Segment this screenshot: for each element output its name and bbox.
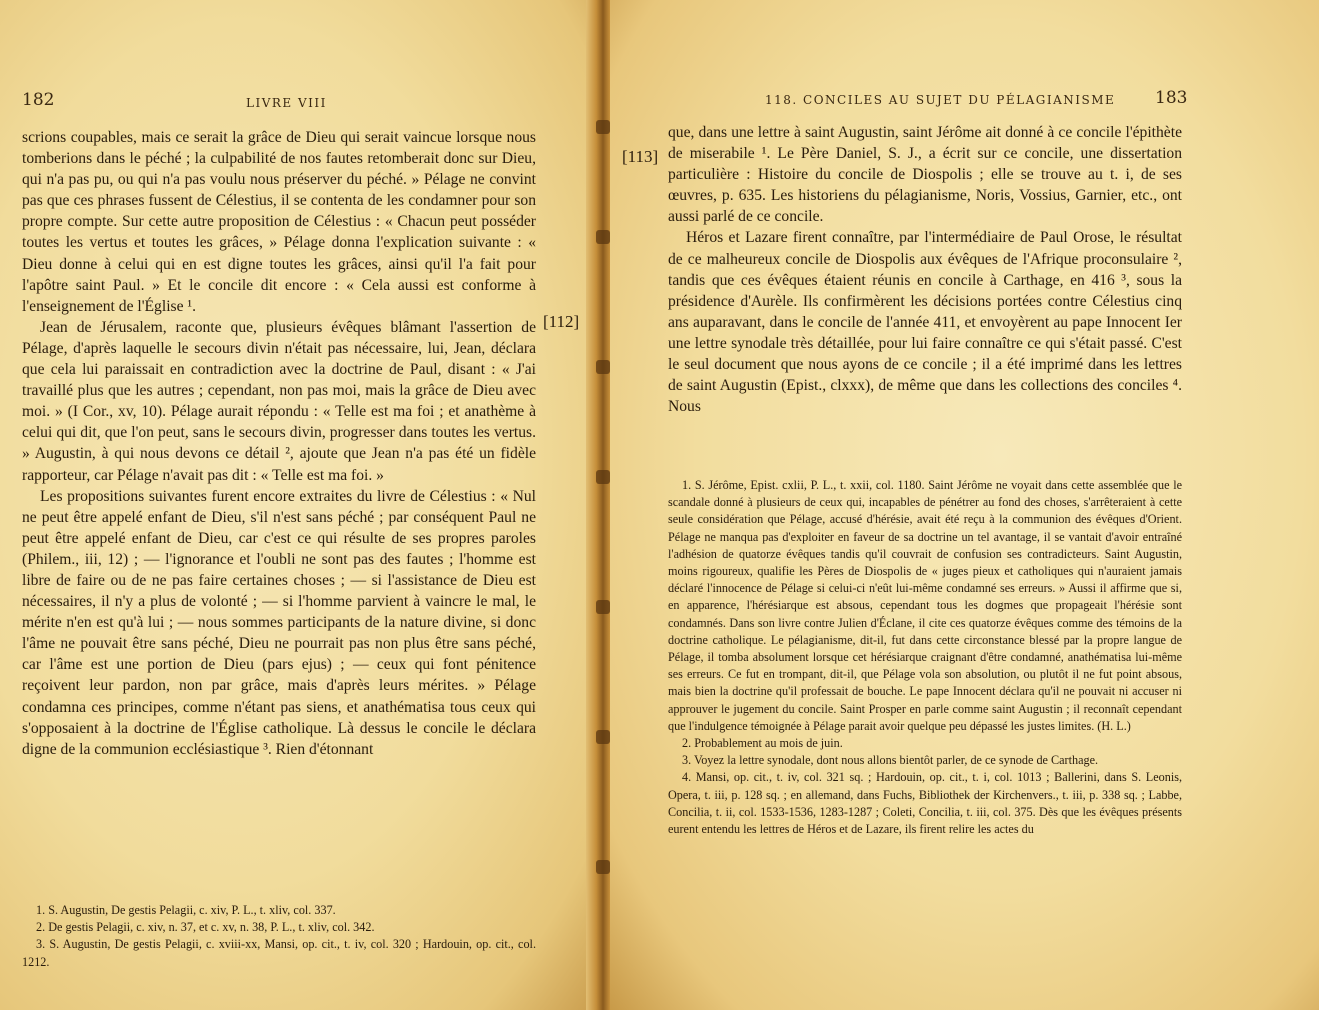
left-running-head: LIVRE VIII bbox=[246, 96, 327, 110]
left-body-text bbox=[22, 127, 536, 760]
right-page-number: 183 bbox=[1155, 88, 1188, 108]
right-footnote: 3. Voyez la lettre synodale, dont nous allons bientôt parler, de ce synode de Carthage. bbox=[682, 753, 1099, 768]
left-footnote: 3. S. Augustin, De gestis Pelagii, c. xviii-xx, Mansi, op. cit., t. iv, col. 320 ; Hardouin, op. cit., col. 1212. bbox=[22, 937, 536, 969]
right-paragraph: Héros et Lazare firent connaître, par l'intermédiaire de Paul Orose, le résultat de ce malheureux concile de Diospolis aux évêques de l'Afrique proconsulaire ², tandis que ces évêques étaient réunis en concile à Carthage, en 416 ³, sous la présidence d'Aurèle. Ils confirmèrent les décisions portées contre Célestius cinq ans auparavant, dans le concile de l'année 411, et envoyèrent au pape Innocent Ier une lettre synodale très détaillée, pour lui faire connaître ce qui s'était passé. C'est le seul document que nous ayons de ce concile ; il a été imprimé dans les lettres de saint Augustin (Epist., clxxx), de même que dans les collections des conciles ⁴. Nous bbox=[668, 229, 1182, 416]
left-footnotes bbox=[22, 902, 536, 971]
binding-stitch bbox=[596, 120, 610, 134]
right-margin-reference: [113] bbox=[622, 147, 659, 166]
left-page-number: 182 bbox=[22, 90, 55, 110]
left-paragraph: Les propositions suivantes furent encore extraites du livre de Célestius : « Nul ne peut être appelé enfant de Dieu, s'il n'est sans péché ; par conséquent Paul ne peut être appelé enfant de Dieu, car c'est ce qui résulte de ses propres paroles (Philem., iii, 12) ; — l'ignorance et l'oubli ne sont pas des fautes ; l'homme est libre de faire ou de ne pas faire certaines choses ; — si l'assistance de Dieu est nécessaires, il n'y a plus de volonté ; — si l'homme parvient à vaincre le mal, le mérite n'en est qu'à lui ; — nous sommes participants de la nature divine, si donc l'âme ne pouvait être sans péché, Dieu ne pourrait pas non plus être sans péché, car l'âme est une portion de Dieu (pars ejus) ; — ceux qui font pénitence reçoivent leur pardon, non par grâce, mais d'après leurs mérites. » Pélage condamna ces principes, comme n'étant pas siens, et anathématisa tous ceux qui s'opposaient à la doctrine de l'Église catholique. Là dessus le concile le déclara digne de la communion ecclésiastique ³. Rien d'étonnant bbox=[22, 487, 536, 758]
left-footnote: 2. De gestis Pelagii, c. xiv, n. 37, et c. xv, n. 38, P. L., t. xliv, col. 342. bbox=[36, 920, 375, 935]
left-page bbox=[0, 0, 600, 1010]
binding-stitch bbox=[596, 600, 610, 614]
right-page bbox=[610, 0, 1319, 1010]
right-footnote: 2. Probablement au mois de juin. bbox=[682, 736, 843, 751]
left-paragraph: scrions coupables, mais ce serait la grâce de Dieu qui serait vaincue lorsque nous tomberions dans le péché ; la culpabilité de nos fautes retomberait donc sur Dieu, qui n'a pas pu, ou qui n'a pas voulu nous préserver du péché. » Pélage ne convint pas que ces phrases fussent de Célestius, il se contenta de les condamner pour son propre compte. Sur cette autre proposition de Célestius : « Chacun peut posséder toutes les vertus et toutes les grâces, » Pélage donna l'explication suivante : « Dieu donne à celui qui en est digne toutes les grâces, ainsi qu'il l'a fait pour l'apôtre saint Paul. » Et le concile dit encore : « Cela aussi est conforme à l'enseignement de l'Église ¹. bbox=[22, 129, 536, 315]
right-paragraph: que, dans une lettre à saint Augustin, saint Jérôme ait donné à ce concile l'épithète de miserabile ¹. Le Père Daniel, S. J., a écrit sur ce concile, une dissertation particulière : Histoire du concile de Diospolis ; elle se trouve au t. i, de ses œuvres, p. 635. Les historiens du pélagianisme, Noris, Vossius, Garnier, etc., ont aussi parlé de ce concile. bbox=[668, 124, 1182, 226]
binding-stitch bbox=[596, 730, 610, 744]
right-body-text bbox=[668, 122, 1182, 417]
binding-stitch bbox=[596, 470, 610, 484]
binding-stitch bbox=[596, 360, 610, 374]
left-paragraph: Jean de Jérusalem, raconte que, plusieurs évêques blâmant l'assertion de Pélage, d'après laquelle le secours divin n'était pas nécessaire, lui, Jean, déclara que cela lui paraissait en contradiction avec la doctrine de Paul, disant : « J'ai travaillé plus que les autres ; cependant, non pas moi, mais la grâce de Dieu avec moi. » (I Cor., xv, 10). Pélage aurait répondu : « Telle est ma foi ; et anathème à celui qui dit, que l'on peut, sans le secours divin, progresser dans toutes les vertus. » Augustin, à qui nous devons ce détail ², ajoute que Jean n'a pas été un fidèle rapporteur, car Pélage n'avait pas dit : « Telle est ma foi. » bbox=[22, 318, 536, 484]
binding-stitch bbox=[596, 860, 610, 874]
right-running-head: 118. CONCILES AU SUJET DU PÉLAGIANISME bbox=[765, 93, 1116, 107]
right-footnote: 4. Mansi, op. cit., t. iv, col. 321 sq. ; Hardouin, op. cit., t. i, col. 1013 ; Ballerini, dans S. Leonis, Opera, t. iii, p. 128 sq. ; en allemand, dans Fuchs, Bibliothek der Kirchenvers., t. iii, p. 338 sq. ; Labbe, Concilia, t. ii, col. 1533-1536, 1283-1287 ; Coleti, Concilia, t. iii, col. 375. Dès que les évêques présents eurent entendu les lettres de Héros et de Lazare, ils firent relire les actes du bbox=[668, 770, 1182, 837]
right-footnote: 1. S. Jérôme, Epist. cxlii, P. L., t. xxii, col. 1180. Saint Jérôme ne voyait dans cette assemblée que le scandale donné à plusieurs de ceux qui, incapables de pénétrer au fond des choses, s'arrêteraient à cette seule considération que Pélage, accusé d'hérésie, avait été reçu à la communion des évêques d'Orient. Pélage ne manqua pas d'exploiter en faveur de sa doctrine un tel avantage, il se vantait d'avoir entraîné l'adhésion de quatorze évêques tandis qu'il couvrait de confusion ses contradicteurs. Saint Augustin, moins rigoureux, qualifie les Pères de Diospolis de « juges pieux et catholiques qui n'auraient jamais déclaré l'innocence de Pélage si celui-ci n'eût lui-même condamné ses erreurs. » Aussi il affirme que si, en apparence, l'hérésiarque est absous, cependant tous les dogmes que propageait l'hérésie sont condamnés. Dans son livre contre Julien d'Éclane, il cite ces quatorze évêques comme des témoins de la doctrine catholique. Le pélagianisme, dit-il, fut dans cette circonstance blessé par la propre langue de Pélage, il tomba absolument lorsque cet hérésiarque craignant d'être condamné, anathématisa lui-même ses erreurs. Ce fut en trompant, dit-il, que Pélage vola son absolution, ou plutôt il ne fut point absous, mais bien la doctrine qu'il professait de bouche. Le pape Innocent déclara qu'il ne pouvait ni accuser ni approuver le jugement du concile. Saint Prosper en parle comme saint Augustin ; il reconnaît cependant que l'indulgence témoignée à Pélage parait avoir quelque peu dépassé les justes limites. (H. L.) bbox=[668, 478, 1182, 733]
binding-stitch bbox=[596, 230, 610, 244]
left-margin-reference: [112] bbox=[543, 312, 580, 331]
right-footnotes bbox=[668, 477, 1182, 838]
left-footnote: 1. S. Augustin, De gestis Pelagii, c. xiv, P. L., t. xliv, col. 337. bbox=[36, 903, 336, 917]
